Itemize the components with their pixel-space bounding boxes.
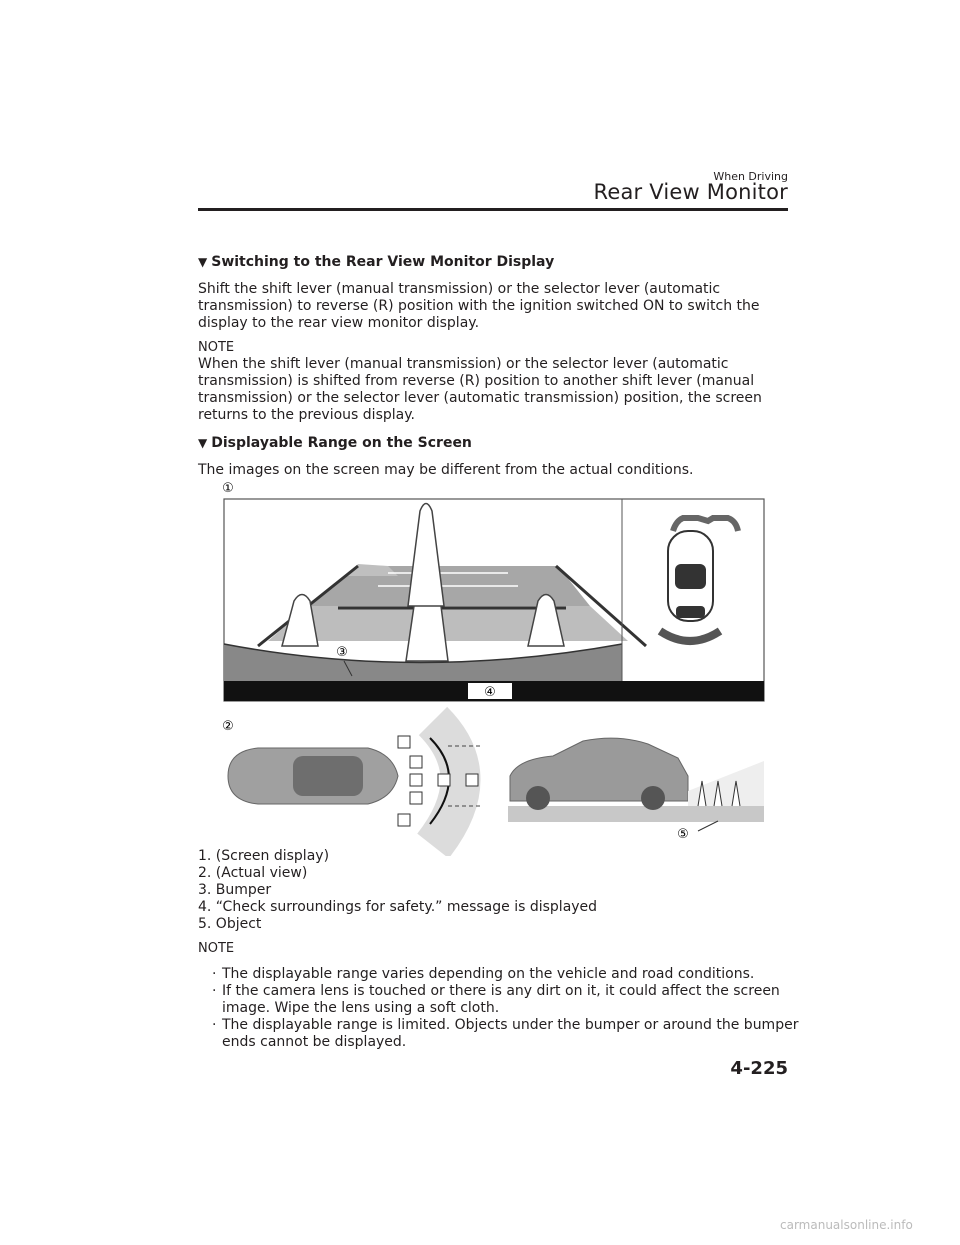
sensor-box bbox=[410, 756, 422, 768]
watermark: carmanualsonline.info bbox=[780, 1218, 913, 1232]
sensor-box bbox=[398, 736, 410, 748]
rear-view-illustration bbox=[198, 476, 768, 856]
guide-zone-near bbox=[268, 606, 628, 641]
text-line: transmission) or the selector lever (automatic transmission) position, the screen bbox=[198, 390, 762, 406]
legend-item: 5. Object bbox=[198, 916, 262, 932]
legend-item: 2. (Actual view) bbox=[198, 865, 308, 881]
text-line: · If the camera lens is touched or there is any dirt on it, it could affect the screen bbox=[222, 983, 780, 999]
header-rule bbox=[198, 208, 788, 211]
section2-intro: The images on the screen may be different from the actual conditions. bbox=[198, 462, 694, 478]
legend-item: 3. Bumper bbox=[198, 882, 272, 898]
legend-item: 1. (Screen display) bbox=[198, 848, 330, 864]
section-heading-switching bbox=[198, 254, 554, 270]
wheel bbox=[526, 786, 550, 810]
text-line: transmission) to reverse (R) position with the ignition switched ON to switch the bbox=[198, 298, 760, 314]
list-item bbox=[212, 983, 802, 1017]
sensor-box bbox=[410, 774, 422, 786]
sensor-box bbox=[466, 774, 478, 786]
text-line: display to the rear view monitor display. bbox=[198, 315, 480, 331]
car-top-roof bbox=[293, 756, 363, 796]
legend-item: 4. “Check surroundings for safety.” message is displayed bbox=[198, 899, 598, 915]
sensor-box bbox=[398, 814, 410, 826]
text-line: ends cannot be displayed. bbox=[222, 1034, 407, 1050]
callout-1: ① bbox=[222, 481, 234, 496]
page-number: 4-225 bbox=[730, 1058, 788, 1079]
triangle-down-icon: ▼ bbox=[198, 436, 208, 450]
callout-3: ③ bbox=[336, 645, 348, 660]
header-section: When Driving bbox=[713, 170, 788, 183]
text-line: When the shift lever (manual transmission) or the selector lever (automatic bbox=[198, 356, 729, 372]
list-item bbox=[212, 966, 802, 983]
callout-4: ④ bbox=[484, 685, 496, 700]
text-line: · The displayable range is limited. Objects under the bumper or around the bumper bbox=[222, 1017, 799, 1033]
note-label: NOTE bbox=[198, 340, 235, 355]
car-rear-window bbox=[676, 606, 705, 618]
page-title: Rear View Monitor bbox=[593, 180, 788, 204]
section-heading-text: Switching to the Rear View Monitor Display bbox=[211, 254, 555, 270]
text-line: returns to the previous display. bbox=[198, 407, 415, 423]
callout-5: ⑤ bbox=[677, 827, 689, 842]
callout-5-leader bbox=[698, 821, 718, 831]
callout-2: ② bbox=[222, 719, 234, 734]
section-heading-range bbox=[198, 435, 472, 451]
sensor-box bbox=[438, 774, 450, 786]
figure-legend bbox=[198, 848, 597, 933]
text-line: Shift the shift lever (manual transmission) or the selector lever (automatic bbox=[198, 281, 721, 297]
section1-note bbox=[198, 356, 798, 424]
text-line: image. Wipe the lens using a soft cloth. bbox=[222, 1000, 500, 1016]
list-item bbox=[212, 1017, 802, 1051]
note-list bbox=[212, 966, 802, 1051]
text-line: transmission) is shifted from reverse (R) position to another shift lever (manual bbox=[198, 373, 755, 389]
triangle-down-icon: ▼ bbox=[198, 255, 208, 269]
car-roof bbox=[675, 564, 706, 589]
ground bbox=[508, 806, 764, 822]
actual-side-view bbox=[508, 738, 764, 842]
text-line: · The displayable range varies depending on the vehicle and road conditions. bbox=[222, 966, 755, 982]
wheel bbox=[641, 786, 665, 810]
note-label: NOTE bbox=[198, 941, 235, 956]
actual-top-view bbox=[228, 721, 483, 846]
sensor-box bbox=[410, 792, 422, 804]
section1-body bbox=[198, 281, 798, 332]
section-heading-text: Displayable Range on the Screen bbox=[211, 435, 472, 451]
